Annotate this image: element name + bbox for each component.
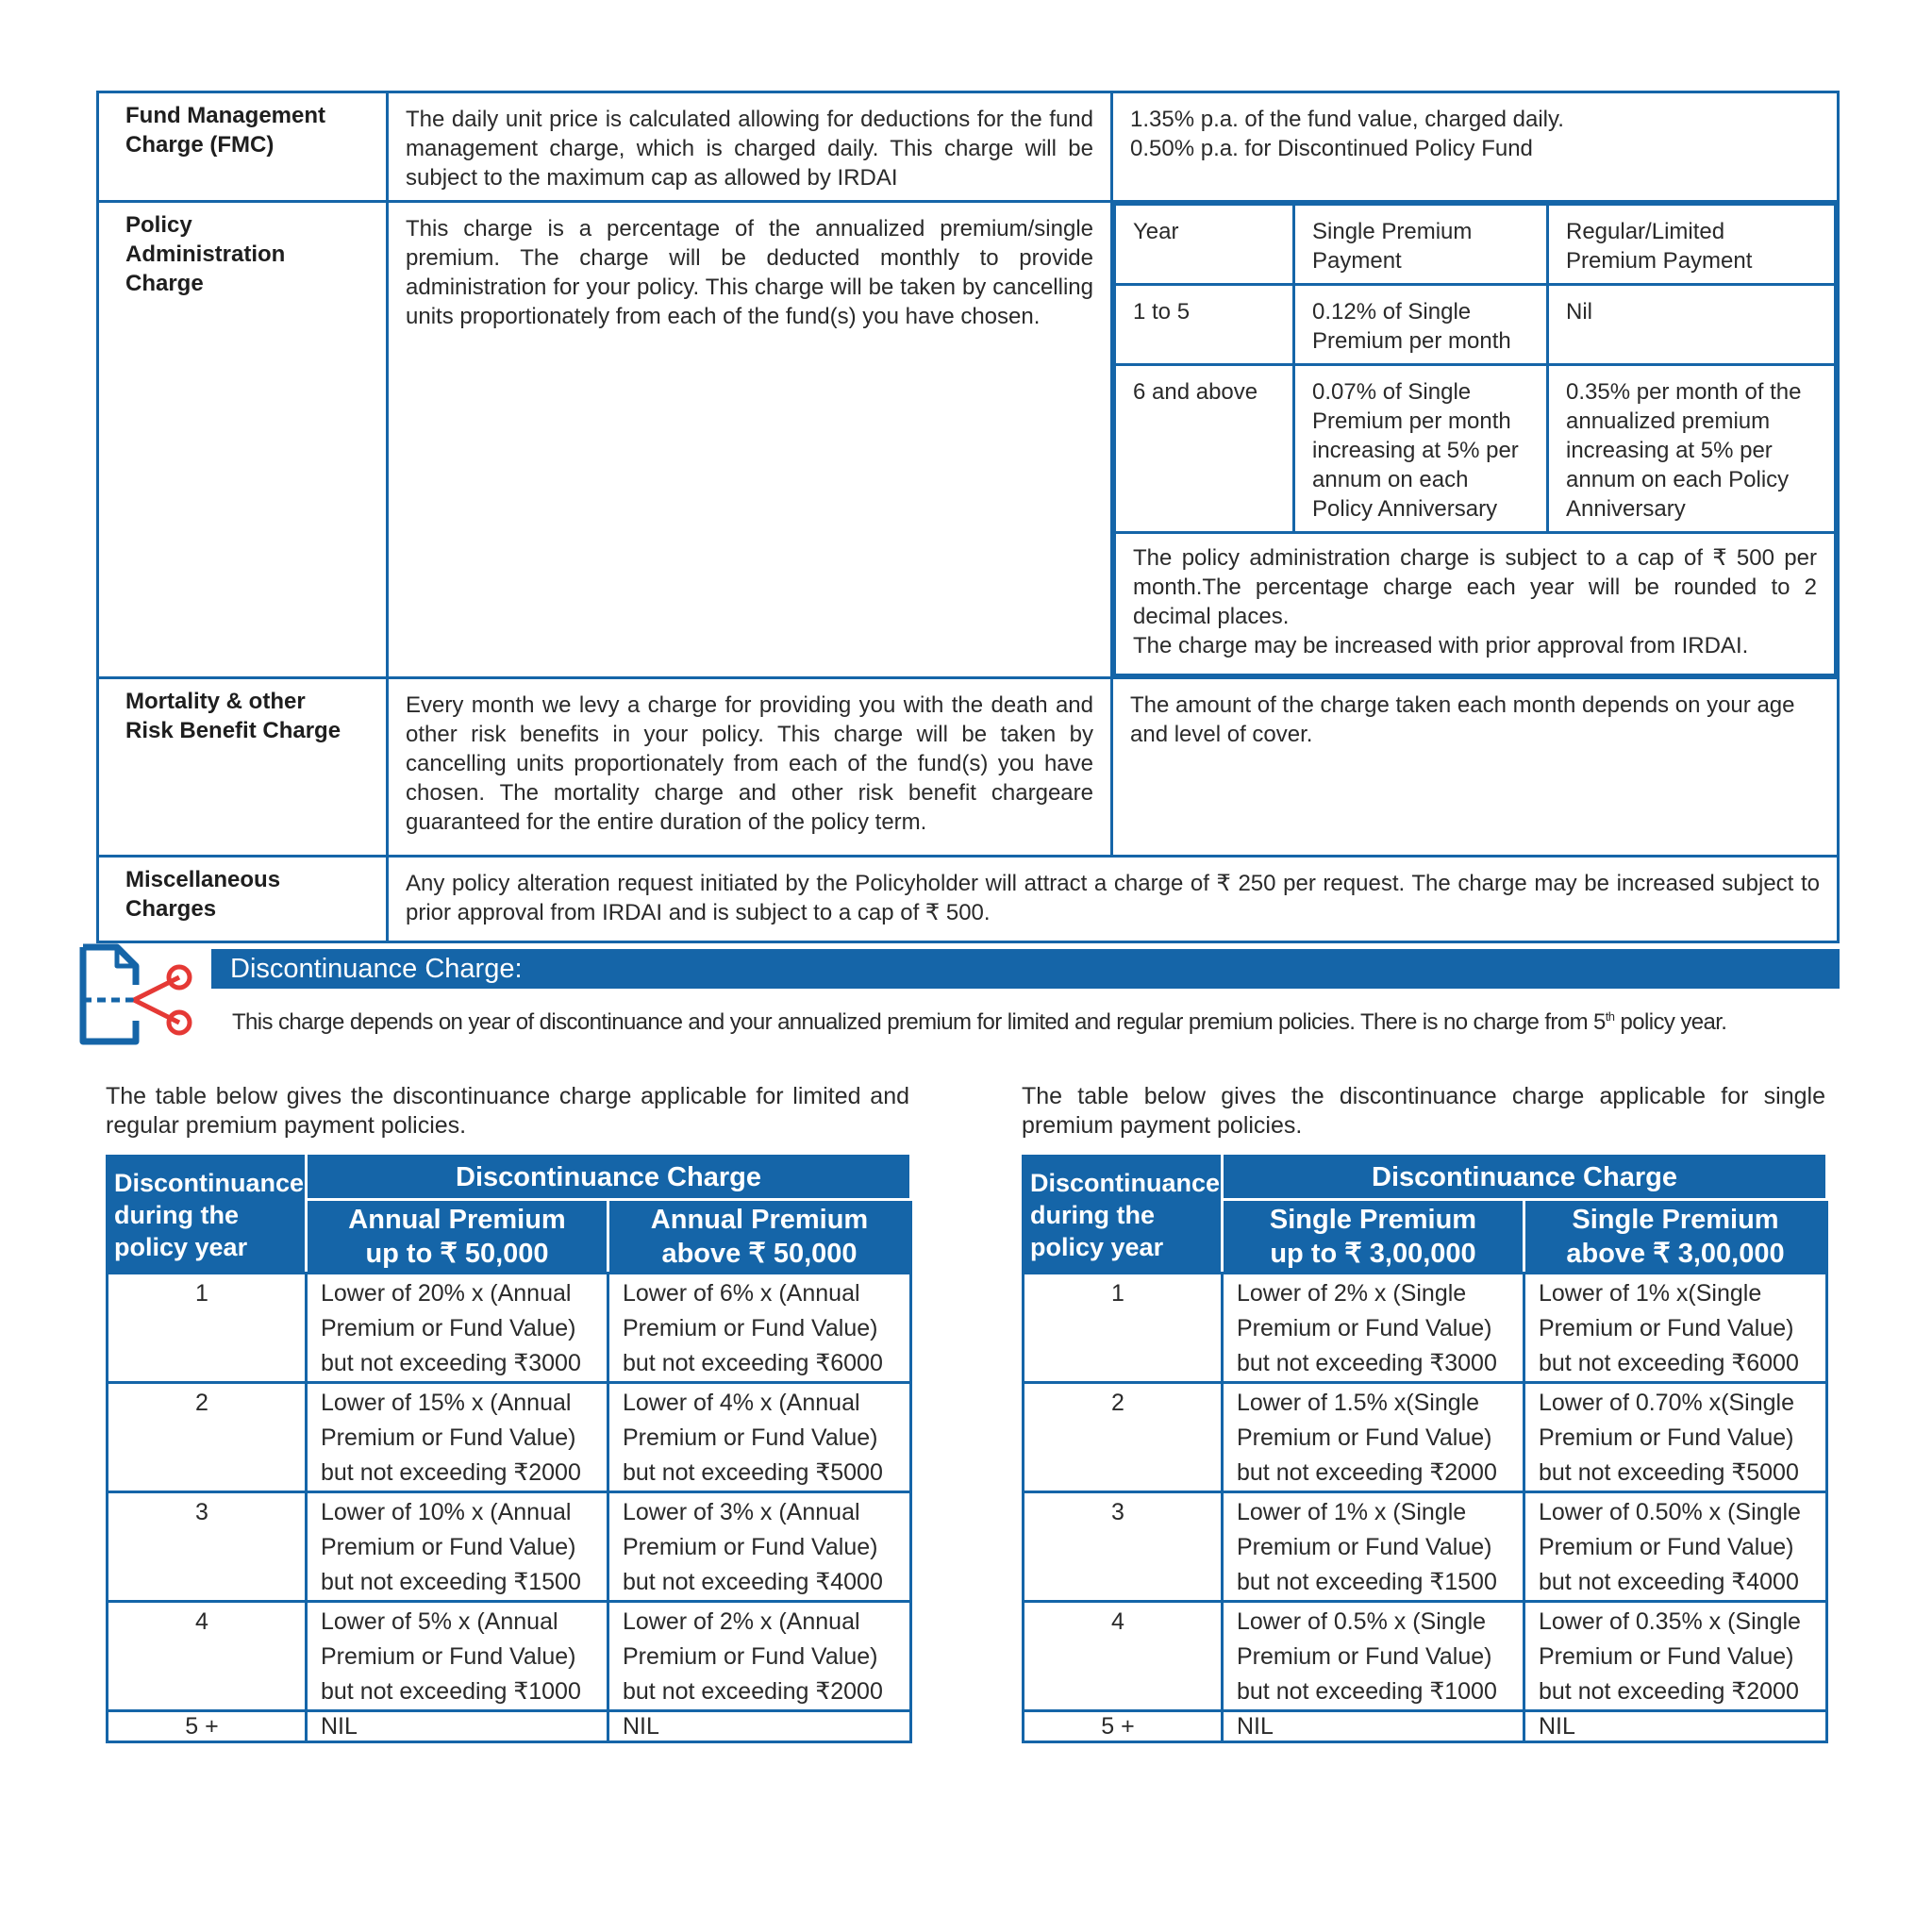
table-row — [108, 1383, 911, 1492]
table-row — [108, 1492, 911, 1602]
admin-charge-subtable — [1113, 203, 1837, 676]
subtable-header-single: Single Premium Payment — [1294, 205, 1548, 285]
corner-line2: during the — [114, 1200, 239, 1229]
admin-note-line2: The charge may be increased with prior approval from IRDAI. — [1133, 633, 1749, 658]
corner-line1: Discontinuance — [1030, 1168, 1221, 1197]
cell-line: Lower of 0.5% x (Single — [1237, 1608, 1487, 1635]
admin-note — [1115, 533, 1836, 675]
year-cell: 2 — [108, 1383, 307, 1492]
cell-line: but not exceeding ₹3000 — [321, 1350, 581, 1376]
limited-table-intro: The table below gives the discontinuance charge applicable for limited and regular premium payment policies. — [106, 1083, 909, 1139]
charge-cell — [307, 1602, 608, 1711]
year-cell: 5 + — [108, 1711, 307, 1742]
cell-line: Lower of 3% x (Annual — [623, 1499, 860, 1525]
cell-line: Lower of 4% x (Annual — [623, 1390, 860, 1416]
mortality-row — [98, 678, 1839, 857]
cell-line: but not exceeding ₹3000 — [1237, 1350, 1497, 1376]
col-line2: up to ₹ 50,000 — [365, 1238, 549, 1269]
subtable-single-value: 0.12% of Single Premium per month — [1294, 285, 1548, 365]
admin-description: This charge is a percentage of the annualized premium/single premium. The charge will be deducted monthly to provide administration for your policy. This charge will be taken by cancelling units proportionately from each of the fund(s) you have chosen. — [388, 202, 1112, 678]
col-line1: Annual Premium — [650, 1204, 869, 1235]
charge-cell — [307, 1492, 608, 1602]
cell-line: but not exceeding ₹6000 — [623, 1350, 883, 1376]
col-line1: Single Premium — [1572, 1204, 1779, 1235]
table-row — [1024, 1492, 1827, 1602]
fmc-value-line1: 1.35% p.a. of the fund value, charged daily. — [1130, 107, 1564, 132]
single-discontinuance-table — [1022, 1155, 1828, 1743]
year-cell: 1 — [108, 1274, 307, 1383]
discontinuance-title: Discontinuance Charge: — [211, 949, 1840, 989]
col-line1: Annual Premium — [348, 1204, 566, 1235]
cell-line: Lower of 10% x (Annual — [321, 1499, 572, 1525]
charge-cell: NIL — [1223, 1711, 1524, 1742]
table-row — [1024, 1383, 1827, 1492]
fmc-label-line1: Fund Management — [125, 103, 326, 128]
cell-line: but not exceeding ₹6000 — [1539, 1350, 1799, 1376]
corner-header — [1024, 1157, 1223, 1274]
table-header-row — [1024, 1157, 1827, 1200]
admin-note-row — [1115, 533, 1836, 675]
cell-line: Premium or Fund Value) — [1237, 1424, 1492, 1451]
cell-line: Lower of 20% x (Annual — [321, 1280, 572, 1307]
corner-line2: during the — [1030, 1200, 1155, 1229]
charge-cell — [1223, 1274, 1524, 1383]
table-row — [108, 1602, 911, 1711]
year-cell: 5 + — [1024, 1711, 1223, 1742]
cell-line: Lower of 0.35% x (Single — [1539, 1608, 1801, 1635]
corner-line3: policy year — [1030, 1232, 1164, 1261]
admin-value — [1112, 202, 1839, 678]
misc-row — [98, 857, 1839, 942]
mortality-label-line1: Mortality & other — [125, 689, 306, 714]
cell-line: Lower of 1% x(Single — [1539, 1280, 1762, 1307]
cell-line: Premium or Fund Value) — [1237, 1315, 1492, 1341]
column-header-low — [1223, 1200, 1524, 1274]
subtable-row — [1115, 365, 1836, 533]
description-text-end: policy year. — [1614, 1009, 1727, 1035]
cell-line: but not exceeding ₹1500 — [1237, 1569, 1497, 1595]
year-cell: 2 — [1024, 1383, 1223, 1492]
fmc-label-line2: Charge (FMC) — [125, 132, 275, 158]
description-superscript: th — [1605, 1009, 1615, 1024]
cell-line: but not exceeding ₹5000 — [623, 1459, 883, 1486]
table-row — [108, 1711, 911, 1742]
charge-cell — [1223, 1602, 1524, 1711]
cell-line: Lower of 15% x (Annual — [321, 1390, 572, 1416]
charge-cell: NIL — [608, 1711, 911, 1742]
cell-line: Lower of 1% x (Single — [1237, 1499, 1467, 1525]
subtable-year: 6 and above — [1115, 365, 1294, 533]
subtable-row — [1115, 285, 1836, 365]
col-line2: above ₹ 50,000 — [661, 1238, 858, 1269]
cell-line: Premium or Fund Value) — [321, 1424, 576, 1451]
cell-line: Premium or Fund Value) — [321, 1315, 576, 1341]
cell-line: but not exceeding ₹4000 — [623, 1569, 883, 1595]
subtable-year: 1 to 5 — [1115, 285, 1294, 365]
cell-line: Lower of 2% x (Annual — [623, 1608, 860, 1635]
cell-line: but not exceeding ₹4000 — [1539, 1569, 1799, 1595]
charge-cell — [307, 1383, 608, 1492]
charge-cell — [608, 1492, 911, 1602]
subtable-regular-value: 0.35% per month of the annualized premium increasing at 5% per annum on each Policy Anniversary — [1548, 365, 1836, 533]
cell-line: Lower of 6% x (Annual — [623, 1280, 860, 1307]
column-header-high — [608, 1200, 911, 1274]
column-header-low — [307, 1200, 608, 1274]
subtable-header-year: Year — [1115, 205, 1294, 285]
subtable-header-regular: Regular/Limited Premium Payment — [1548, 205, 1836, 285]
cell-line: Premium or Fund Value) — [1237, 1534, 1492, 1560]
misc-label — [98, 857, 388, 942]
mortality-description: Every month we levy a charge for providing you with the death and other risk benefits in your policy. This charge will be taken by cancelling units proportionately from each of the fund(s) you have chosen. The mortality charge and other risk benefit chargeare guaranteed for the entire duration of the policy term. — [388, 678, 1112, 857]
charge-cell — [608, 1274, 911, 1383]
table-row — [1024, 1602, 1827, 1711]
mortality-value: The amount of the charge taken each month depends on your age and level of cover. — [1112, 678, 1839, 857]
cell-line: but not exceeding ₹1000 — [1237, 1678, 1497, 1705]
mortality-label — [98, 678, 388, 857]
group-header: Discontinuance Charge — [307, 1157, 911, 1200]
charge-cell — [1524, 1383, 1827, 1492]
corner-header — [108, 1157, 307, 1274]
col-line2: up to ₹ 3,00,000 — [1270, 1238, 1476, 1269]
year-cell: 4 — [108, 1602, 307, 1711]
year-cell: 3 — [1024, 1492, 1223, 1602]
group-header: Discontinuance Charge — [1223, 1157, 1827, 1200]
col-line1: Single Premium — [1269, 1204, 1477, 1235]
misc-description: Any policy alteration request initiated by the Policyholder will attract a charge of ₹ 250 per request. The charge may be increased subject to prior approval from IRDAI and is subject to a cap of ₹ 500. — [388, 857, 1839, 942]
fmc-label — [98, 92, 388, 202]
cell-line: but not exceeding ₹2000 — [321, 1459, 581, 1486]
charge-cell — [608, 1383, 911, 1492]
cell-line: Lower of 0.70% x(Single — [1539, 1390, 1794, 1416]
cell-line: but not exceeding ₹5000 — [1539, 1459, 1799, 1486]
charge-cell — [1223, 1492, 1524, 1602]
cell-line: Lower of 2% x (Single — [1237, 1280, 1467, 1307]
corner-line3: policy year — [114, 1232, 248, 1261]
misc-label-line2: Charges — [125, 896, 217, 922]
admin-label-line3: Charge — [125, 271, 204, 296]
charge-cell: NIL — [307, 1711, 608, 1742]
cell-line: Premium or Fund Value) — [321, 1534, 576, 1560]
fmc-row — [98, 92, 1839, 202]
cell-line: but not exceeding ₹1000 — [321, 1678, 581, 1705]
table-row — [108, 1274, 911, 1383]
year-cell: 4 — [1024, 1602, 1223, 1711]
subtable-header-row — [1115, 205, 1836, 285]
fmc-value-line2: 0.50% p.a. for Discontinued Policy Fund — [1130, 136, 1533, 161]
misc-label-line1: Miscellaneous — [125, 867, 281, 892]
cell-line: but not exceeding ₹1500 — [321, 1569, 581, 1595]
document-scissors-icon — [77, 941, 196, 1051]
cell-line: Premium or Fund Value) — [1539, 1643, 1794, 1670]
fmc-description: The daily unit price is calculated allowing for deductions for the fund management charge, which is charged daily. This charge will be subject to the maximum cap as allowed by IRDAI — [388, 92, 1112, 202]
cell-line: Lower of 1.5% x(Single — [1237, 1390, 1480, 1416]
table-row — [1024, 1274, 1827, 1383]
charge-cell — [1524, 1492, 1827, 1602]
charge-cell — [1524, 1274, 1827, 1383]
year-cell: 1 — [1024, 1274, 1223, 1383]
admin-label-line1: Policy — [125, 212, 192, 238]
discontinuance-description — [232, 1009, 1836, 1036]
cell-line: Lower of 5% x (Annual — [321, 1608, 558, 1635]
admin-label — [98, 202, 388, 678]
subtable-single-value: 0.07% of Single Premium per month increasing at 5% per annum on each Policy Anniversary — [1294, 365, 1548, 533]
charge-cell: NIL — [1524, 1711, 1827, 1742]
subtable-regular-value: Nil — [1548, 285, 1836, 365]
cell-line: Premium or Fund Value) — [1539, 1315, 1794, 1341]
charge-cell — [1524, 1602, 1827, 1711]
cell-line: Premium or Fund Value) — [623, 1534, 878, 1560]
charge-cell — [608, 1602, 911, 1711]
cell-line: Lower of 0.50% x (Single — [1539, 1499, 1801, 1525]
table-header-row — [108, 1157, 911, 1200]
fmc-value — [1112, 92, 1839, 202]
cell-line: Premium or Fund Value) — [1237, 1643, 1492, 1670]
admin-label-line2: Administration — [125, 242, 286, 267]
single-table-intro: The table below gives the discontinuance charge applicable for single premium payment policies. — [1022, 1083, 1825, 1139]
cell-line: but not exceeding ₹2000 — [1237, 1459, 1497, 1486]
limited-discontinuance-table — [106, 1155, 912, 1743]
mortality-label-line2: Risk Benefit Charge — [125, 718, 341, 743]
description-text: This charge depends on year of discontinuance and your annualized premium for limited and regular premium policies. There is no charge from 5 — [232, 1009, 1606, 1035]
cell-line: but not exceeding ₹2000 — [623, 1678, 883, 1705]
admin-row — [98, 202, 1839, 678]
col-line2: above ₹ 3,00,000 — [1566, 1238, 1785, 1269]
charges-table — [96, 91, 1840, 943]
cell-line: Premium or Fund Value) — [1539, 1424, 1794, 1451]
corner-line1: Discontinuance — [114, 1168, 305, 1197]
cell-line: Premium or Fund Value) — [1539, 1534, 1794, 1560]
charge-cell — [1223, 1383, 1524, 1492]
cell-line: Premium or Fund Value) — [623, 1643, 878, 1670]
admin-note-line1: The policy administration charge is subject to a cap of ₹ 500 per month.The percentage charge each year will be rounded to 2 decimal places. — [1133, 545, 1817, 629]
year-cell: 3 — [108, 1492, 307, 1602]
cell-line: Premium or Fund Value) — [321, 1643, 576, 1670]
column-header-high — [1524, 1200, 1827, 1274]
cell-line: Premium or Fund Value) — [623, 1424, 878, 1451]
cell-line: Premium or Fund Value) — [623, 1315, 878, 1341]
charge-cell — [307, 1274, 608, 1383]
cell-line: but not exceeding ₹2000 — [1539, 1678, 1799, 1705]
table-row — [1024, 1711, 1827, 1742]
